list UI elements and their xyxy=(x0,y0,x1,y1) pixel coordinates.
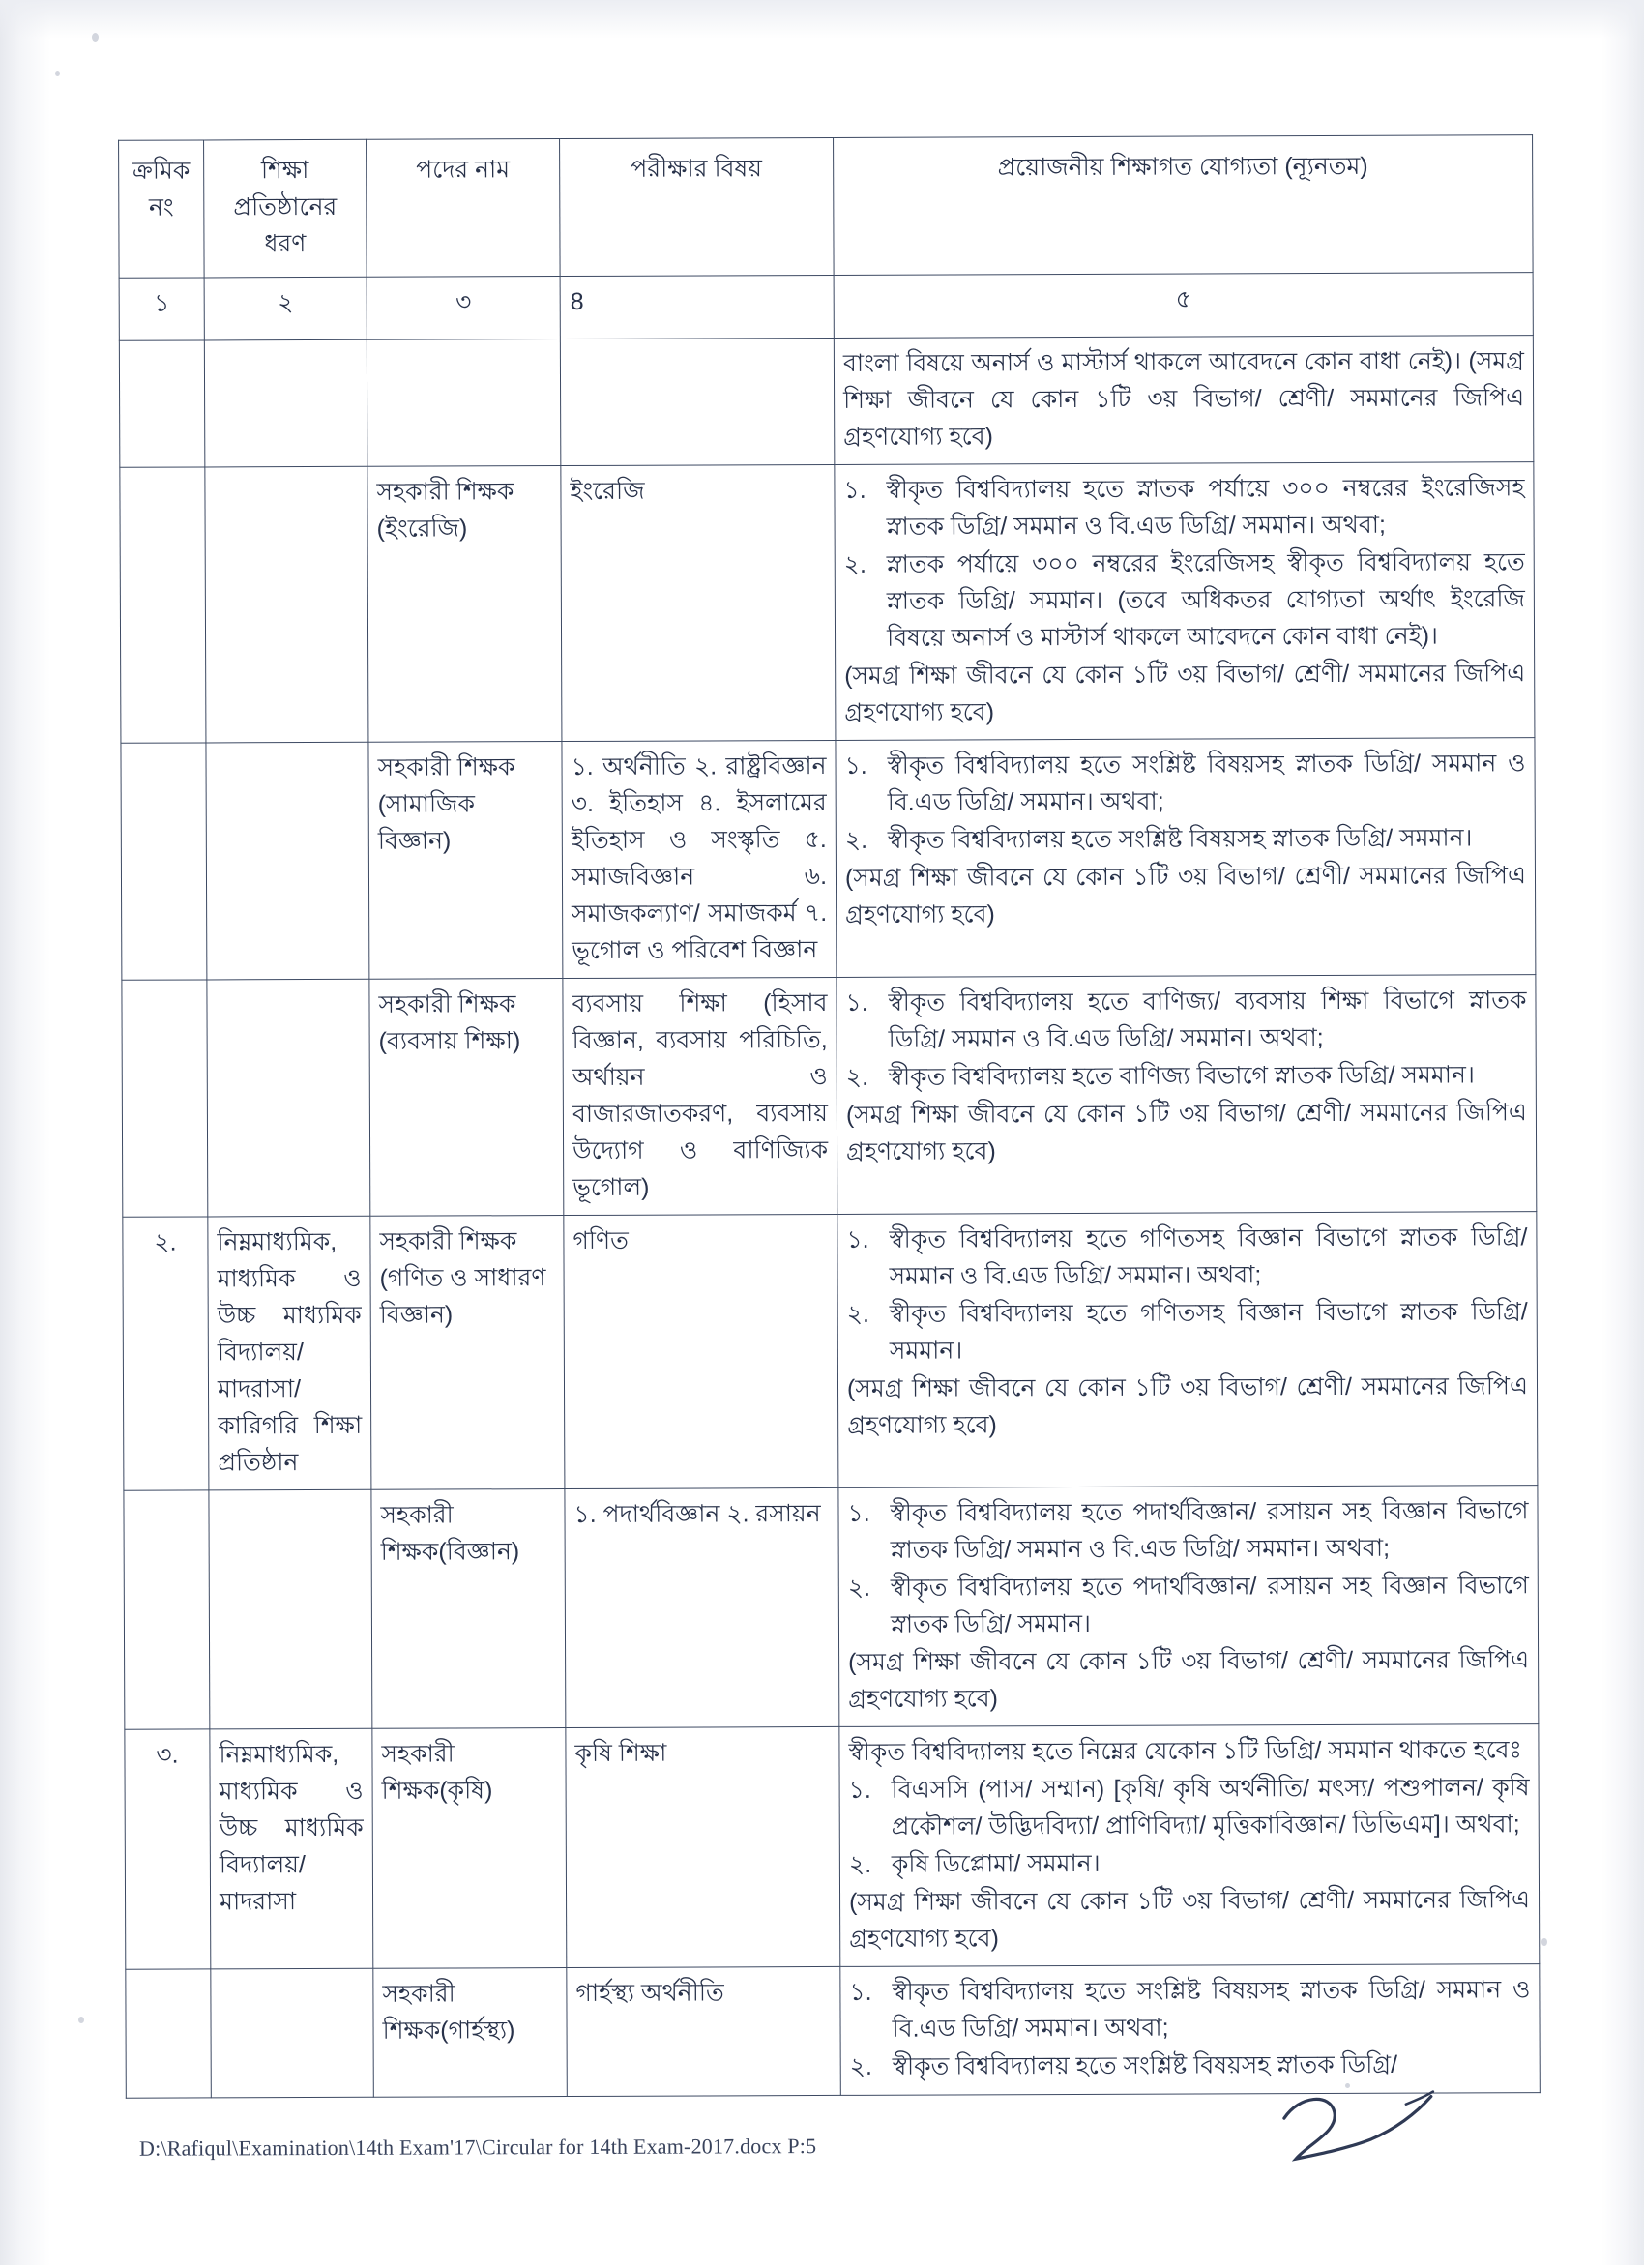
column-number-5: ৫ xyxy=(834,273,1533,339)
header-post-name: পদের নাম xyxy=(367,139,561,278)
header-exam-subject: পরীক্ষার বিষয় xyxy=(560,137,835,276)
qualification-list xyxy=(846,1219,1528,1370)
header-institution-type xyxy=(204,139,367,278)
qualification-item-text: স্নাতক পর্যায়ে ৩০০ নম্বরের ইংরেজিসহ স্বীকৃত বিশ্ববিদ্যালয় হতে স্নাতক ডিগ্রি/ সমমান। (তবে অধিকতর যোগ্যতা অর্থাৎ ইংরেজি বিষয়ে অনার্স ও মাস্টার্স থাকলে আবেদনে কোন বাধা নেই)। xyxy=(886,548,1525,652)
cell-required-qualification xyxy=(836,738,1536,978)
qualification-item-marker: ২. xyxy=(843,550,867,578)
cell-institution-type xyxy=(205,466,368,743)
cell-exam-subject: ইংরেজি xyxy=(561,464,836,741)
qualification-item-marker: ১. xyxy=(847,1499,870,1527)
qualification-item-marker: ১. xyxy=(848,1776,871,1804)
qualification-item-text: স্বীকৃত বিশ্ববিদ্যালয় হতে সংশ্লিষ্ট বিষয়সহ স্নাতক ডিগ্রি/ সমমান ও বি.এড ডিগ্রি/ সমমান। অথবা; xyxy=(887,750,1526,816)
qualification-list xyxy=(849,1769,1530,1883)
table-row xyxy=(125,1724,1540,1970)
header-institution-line1: শিক্ষা xyxy=(260,157,309,185)
qualification-item-marker: ১. xyxy=(845,988,868,1016)
cell-institution-type xyxy=(207,979,370,1217)
cell-required-qualification xyxy=(838,1486,1539,1727)
cell-serial xyxy=(120,467,206,743)
table-row xyxy=(123,1212,1538,1491)
qualification-item-text: স্বীকৃত বিশ্ববিদ্যালয় হতে গণিতসহ বিজ্ঞান বিভাগে স্নাতক ডিগ্রি/ সমমান। xyxy=(889,1298,1528,1365)
cell-serial xyxy=(119,340,205,467)
qualification-continuation: বাংলা বিষয়ে অনার্স ও মাস্টার্স থাকলে আবেদনে কোন বাধা নেই)। (সমগ্র শিক্ষা জীবনে যে কোন ১টি ৩য় বিভাগ/ শ্রেণী/ সমমানের জিপিএ গ্রহণযোগ্য হবে) xyxy=(842,347,1525,451)
cell-post-name: সহকারী শিক্ষক (গণিত ও সাধারণ বিজ্ঞান) xyxy=(370,1216,565,1490)
cell-required-qualification xyxy=(834,336,1533,465)
cell-required-qualification xyxy=(840,1964,1541,2096)
qualification-note: (সমগ্র শিক্ষা জীবনে যে কোন ১টি ৩য় বিভাগ/ শ্রেণী/ সমমানের জিপিএ গ্রহণযোগ্য হবে) xyxy=(845,1099,1527,1165)
header-serial-line1: ক্রমিক xyxy=(132,157,191,185)
cell-institution-type xyxy=(204,339,367,467)
qualification-note: (সমগ্র শিক্ষা জীবনে যে কোন ১টি ৩য় বিভাগ/ শ্রেণী/ সমমানের জিপিএ গ্রহণযোগ্য হবে) xyxy=(848,1646,1530,1713)
qualification-item-text: বিএসসি (পাস/ সম্মান) [কৃষি/ কৃষি অর্থনীতি/ মৎস্য/ পশুপালন/ কৃষি প্রকৌশল/ উদ্ভিদবিদ্যা/ প্রাণিবিদ্যা/ মৃত্তিকাবিজ্ঞান/ ডিভিএম]। অথবা; xyxy=(891,1774,1530,1841)
footer-file-path: D:\Rafiqul\Examination\14th Exam'17\Circular for 14th Exam-2017.docx P:5 xyxy=(138,2134,817,2161)
qualification-note: (সমগ্র শিক্ষা জীবনে যে কোন ১টি ৩য় বিভাগ/ শ্রেণী/ সমমানের জিপিএ গ্রহণযোগ্য হবে) xyxy=(849,1886,1531,1953)
column-number-4: 8 xyxy=(560,275,834,339)
cell-post-name: সহকারী শিক্ষক (ব্যবসায় শিক্ষা) xyxy=(369,979,564,1217)
handwritten-page-number xyxy=(1271,2079,1445,2187)
column-number-2: ২ xyxy=(204,277,367,340)
qualification-list xyxy=(843,469,1525,657)
qualification-item-marker: ১. xyxy=(846,1225,869,1253)
cell-exam-subject: ১. পদার্থবিজ্ঞান ২. রসায়ন xyxy=(565,1487,839,1727)
cell-required-qualification xyxy=(837,975,1537,1215)
qualification-item-text: স্বীকৃত বিশ্ববিদ্যালয় হতে বাণিজ্য বিভাগে স্নাতক ডিগ্রি/ সমমান। xyxy=(888,1061,1475,1091)
qualification-list-item xyxy=(849,1971,1530,2047)
qualification-list-item xyxy=(849,1843,1530,1883)
qualification-item-text: স্বীকৃত বিশ্ববিদ্যালয় হতে সংশ্লিষ্ট বিষয়সহ স্নাতক ডিগ্রি/ সমমান ও বি.এড ডিগ্রি/ সমমান। অথবা; xyxy=(892,1976,1531,2043)
cell-institution-type: নিম্নমাধ্যমিক, মাধ্যমিক ও উচ্চ মাধ্যমিক বিদ্যালয়/ মাদরাসা/ কারিগরি শিক্ষা প্রতিষ্ঠান xyxy=(208,1216,371,1490)
qualification-item-marker: ২. xyxy=(844,826,868,854)
cell-exam-subject: কৃষি শিক্ষা xyxy=(566,1726,840,1967)
qualification-item-marker: ১. xyxy=(844,751,867,780)
cell-post-name xyxy=(367,339,561,467)
column-number-row xyxy=(119,273,1533,341)
cell-exam-subject xyxy=(560,338,835,465)
qualification-item-text: স্বীকৃত বিশ্ববিদ্যালয় হতে সংশ্লিষ্ট বিষয়সহ স্নাতক ডিগ্রি/ সমমান। xyxy=(887,824,1473,854)
qualification-item-marker: ১. xyxy=(849,1978,872,2006)
qualification-item-text: স্বীকৃত বিশ্ববিদ্যালয় হতে স্নাতক পর্যায়ে ৩০০ নম্বরের ইংরেজিসহ স্নাতক ডিগ্রি/ সমমান ও বি.এড ডিগ্রি/ সমমান। অথবা; xyxy=(886,474,1525,541)
qualification-list-item xyxy=(846,1056,1527,1096)
cell-serial: ৩. xyxy=(125,1729,211,1969)
header-serial xyxy=(119,140,205,278)
table-row xyxy=(124,1486,1539,1730)
qualification-item-text: স্বীকৃত বিশ্ববিদ্যালয় হতে পদার্থবিজ্ঞান/ রসায়ন সহ বিজ্ঞান বিভাগে স্নাতক ডিগ্রি/ সমমান। xyxy=(890,1572,1529,1638)
cell-institution-type xyxy=(211,1968,374,2098)
table-body xyxy=(119,336,1540,2099)
table-header-row xyxy=(119,135,1534,279)
qualification-list-item xyxy=(845,982,1526,1058)
qualification-list-item xyxy=(845,819,1526,859)
qualification-item-marker: ১. xyxy=(843,476,866,504)
cell-post-name: সহকারী শিক্ষক (সামাজিক বিজ্ঞান) xyxy=(368,742,563,980)
qualification-table xyxy=(118,134,1541,2099)
cell-serial: ২. xyxy=(123,1217,209,1490)
qualification-list-item xyxy=(844,745,1525,821)
qualification-note: (সমগ্র শিক্ষা জীবনে যে কোন ১টি ৩য় বিভাগ/ শ্রেণী/ সমমানের জিপিএ গ্রহণযোগ্য হবে) xyxy=(844,660,1526,726)
cell-institution-type xyxy=(209,1489,372,1729)
qualification-list-item xyxy=(848,1567,1529,1643)
qualification-item-marker: ২. xyxy=(845,1063,869,1091)
cell-institution-type xyxy=(206,742,369,980)
cell-exam-subject: ১. অর্থনীতি ২. রাষ্ট্রবিজ্ঞান ৩. ইতিহাস ৪. ইসলামের ইতিহাস ও সংস্কৃতি ৫. সমাজবিজ্ঞান ৬. সমাজকল্যাণ/ সমাজকর্ম ৭. ভূগোল ও পরিবেশ বিজ্ঞান xyxy=(562,740,837,978)
cell-serial xyxy=(121,743,207,980)
header-institution-line2: প্রতিষ্ঠানের xyxy=(233,192,338,221)
cell-institution-type: নিম্নমাধ্যমিক, মাধ্যমিক ও উচ্চ মাধ্যমিক বিদ্যালয়/ মাদরাসা xyxy=(210,1728,373,1969)
cell-exam-subject: গণিত xyxy=(564,1214,838,1488)
qualification-list-item xyxy=(847,1293,1528,1370)
cell-post-name: সহকারী শিক্ষক(কৃষি) xyxy=(372,1728,567,1969)
cell-post-name: সহকারী শিক্ষক (ইংরেজি) xyxy=(367,466,562,743)
qualification-note: (সমগ্র শিক্ষা জীবনে যে কোন ১টি ৩য় বিভাগ/ শ্রেণী/ সমমানের জিপিএ গ্রহণযোগ্য হবে) xyxy=(844,862,1527,928)
qualification-list xyxy=(849,1971,1530,2085)
qualification-list xyxy=(847,1492,1529,1643)
qualification-item-marker: ২. xyxy=(849,2052,872,2080)
table-row xyxy=(120,462,1535,744)
header-required-qualification: প্রয়োজনীয় শিক্ষাগত যোগ্যতা (ন্যূনতম) xyxy=(834,135,1534,276)
header-serial-line2: নং xyxy=(148,193,174,221)
column-number-3: ৩ xyxy=(367,277,560,340)
cell-serial xyxy=(126,1969,212,2098)
qualification-list xyxy=(844,745,1525,859)
cell-required-qualification xyxy=(839,1724,1540,1967)
qualification-lead-line: স্বীকৃত বিশ্ববিদ্যালয় হতে নিম্নের যেকোন ১টি ডিগ্রি/ সমমান থাকতে হবেঃ xyxy=(848,1736,1522,1766)
qualification-list-item xyxy=(847,1492,1528,1569)
qualification-item-text: স্বীকৃত বিশ্ববিদ্যালয় হতে গণিতসহ বিজ্ঞান বিভাগে স্নাতক ডিগ্রি/ সমমান ও বি.এড ডিগ্রি/ সমমান। অথবা; xyxy=(889,1223,1528,1290)
table-row xyxy=(126,1964,1540,2099)
qualification-list xyxy=(845,982,1526,1096)
qualification-note: (সমগ্র শিক্ষা জীবনে যে কোন ১টি ৩য় বিভাগ/ শ্রেণী/ সমমানের জিপিএ গ্রহণযোগ্য হবে) xyxy=(846,1372,1529,1439)
cell-required-qualification xyxy=(835,462,1535,741)
qualification-item-marker: ২. xyxy=(847,1574,871,1602)
qualification-list-item xyxy=(843,469,1524,545)
cell-required-qualification xyxy=(837,1212,1538,1488)
table-row xyxy=(121,738,1536,981)
qualification-item-text: কৃষি ডিপ্লোমা/ সমমান। xyxy=(891,1849,1101,1878)
qualification-list-item xyxy=(846,1219,1527,1295)
column-number-1: ১ xyxy=(119,278,204,340)
cell-serial xyxy=(124,1490,210,1729)
qualification-list-item xyxy=(844,544,1525,657)
table-row xyxy=(119,336,1533,468)
qualification-item-text: স্বীকৃত বিশ্ববিদ্যালয় হতে বাণিজ্য/ ব্যবসায় শিক্ষা বিভাগে স্নাতক ডিগ্রি/ সমমান ও বি.এড ডিগ্রি/ সমমান। অথবা; xyxy=(888,987,1527,1053)
qualification-item-marker: ২. xyxy=(848,1850,872,1878)
cell-post-name: সহকারী শিক্ষক(গার্হস্থ্য) xyxy=(373,1968,568,2098)
qualification-item-text: স্বীকৃত বিশ্ববিদ্যালয় হতে পদার্থবিজ্ঞান/ রসায়ন সহ বিজ্ঞান বিভাগে স্নাতক ডিগ্রি/ সমমান ও বি.এড ডিগ্রি/ সমমান। অথবা; xyxy=(890,1497,1529,1564)
cell-exam-subject: ব্যবসায় শিক্ষা (হিসাব বিজ্ঞান, ব্যবসায় পরিচিতি, অর্থায়ন ও বাজারজাতকরণ, ব্যবসায় উদ্যোগ ও বাণিজ্যিক ভূগোল) xyxy=(563,977,837,1215)
qualification-item-marker: ২. xyxy=(846,1300,869,1328)
header-institution-line3: ধরণ xyxy=(264,230,307,258)
qualification-list-item xyxy=(849,1769,1530,1845)
cell-post-name: সহকারী শিক্ষক(বিজ্ঞান) xyxy=(371,1489,566,1729)
table-row xyxy=(122,975,1537,1218)
cell-serial xyxy=(122,980,208,1217)
cell-exam-subject: গার্হস্থ্য অর্থনীতি xyxy=(567,1966,841,2096)
qualification-item-text: স্বীকৃত বিশ্ববিদ্যালয় হতে সংশ্লিষ্ট বিষয়সহ স্নাতক ডিগ্রি/ xyxy=(892,2050,1398,2080)
